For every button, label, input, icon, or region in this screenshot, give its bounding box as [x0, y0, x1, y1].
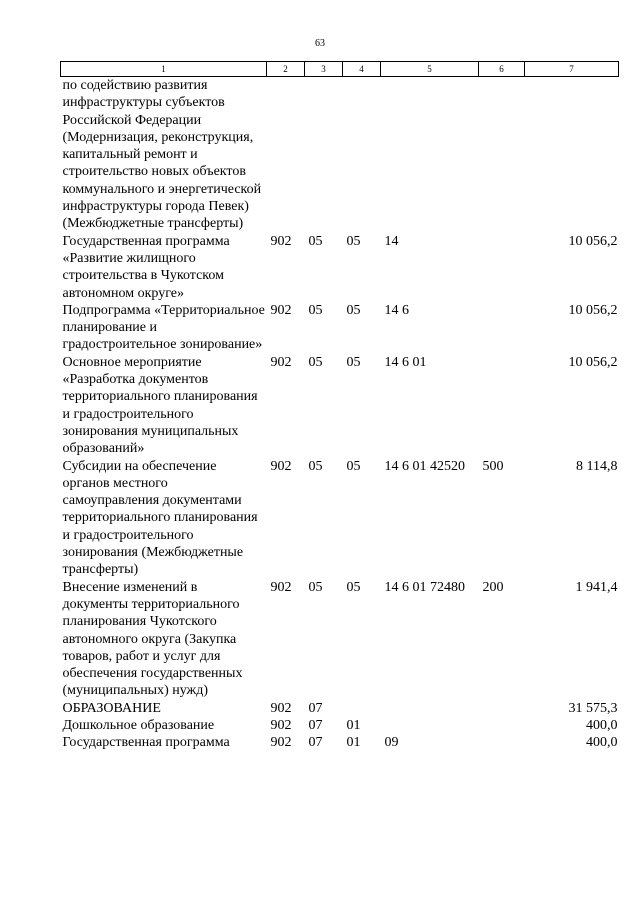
row-code-target: 14 6: [384, 302, 409, 318]
row-code-expense: [479, 354, 525, 458]
row-code-target: 14 6 01: [384, 354, 427, 370]
row-code-target: 14 6 01 72480: [384, 579, 465, 595]
header-col-6: 6: [479, 62, 525, 77]
row-code-section: 05: [308, 233, 323, 249]
row-amount: 10 056,2: [568, 354, 618, 370]
header-col-7: 7: [525, 62, 619, 77]
row-code-ministry: 902: [270, 302, 292, 318]
row-code-ministry: [267, 77, 305, 233]
row-code-subsection: 05: [346, 302, 361, 318]
row-code-subsection: [343, 700, 381, 717]
table-row: [61, 700, 619, 717]
row-code-ministry: 902: [270, 717, 292, 733]
row-name: Государственная программа: [62, 735, 230, 751]
row-name: Основное мероприятие «Разработка документов территориального планирования и градостроительного зонирования муниципальных образований»: [62, 354, 258, 457]
row-code-subsection: 01: [346, 717, 361, 733]
page-number: 63: [315, 38, 325, 49]
row-name: Субсидии на обеспечение органов местного самоуправления документами территориального планирования и градостроительного зонирования (Межбюджетные трансферты): [62, 458, 258, 578]
row-code-expense: [479, 77, 525, 233]
row-code-target: [381, 700, 479, 717]
row-code-ministry: 902: [270, 735, 292, 751]
row-code-expense: [479, 717, 525, 734]
row-code-subsection: [343, 77, 381, 233]
row-amount: 10 056,2: [568, 233, 618, 249]
row-amount: 1 941,4: [575, 579, 618, 595]
row-code-subsection: 05: [346, 354, 361, 370]
row-code-section: 05: [308, 458, 323, 474]
row-name: Дошкольное образование: [62, 717, 215, 733]
row-name: Государственная программа «Развитие жилищного строительства в Чукотском автономном округе»: [62, 233, 230, 301]
row-code-target: 14: [384, 233, 399, 249]
table-header-row: [61, 62, 619, 77]
row-code-subsection: 05: [346, 458, 361, 474]
row-code-expense: [479, 734, 525, 751]
row-code-target: 14 6 01 42520: [384, 458, 465, 474]
row-code-expense: [479, 302, 525, 354]
row-code-expense: 500: [482, 458, 504, 474]
table-row: [61, 717, 619, 734]
header-col-2: 2: [267, 62, 305, 77]
table-row: [61, 734, 619, 751]
table-row: [61, 233, 619, 302]
table-row: [61, 77, 619, 233]
row-code-ministry: 902: [270, 233, 292, 249]
row-name: ОБРАЗОВАНИЕ: [62, 700, 161, 716]
row-code-section: 07: [308, 717, 323, 733]
row-code-expense: [479, 233, 525, 302]
row-code-section: 07: [308, 700, 323, 716]
table-row: [61, 302, 619, 354]
row-code-expense: 200: [482, 579, 504, 595]
row-code-subsection: 01: [346, 735, 361, 751]
header-col-5: 5: [381, 62, 479, 77]
header-col-4: 4: [343, 62, 381, 77]
row-amount: 400,0: [586, 717, 618, 733]
row-amount: 400,0: [586, 735, 618, 751]
row-code-expense: [479, 700, 525, 717]
header-col-1: 1: [61, 62, 267, 77]
row-code-section: 05: [308, 579, 323, 595]
row-code-section: 07: [308, 735, 323, 751]
row-code-ministry: 902: [270, 579, 292, 595]
row-code-section: [305, 77, 343, 233]
row-amount: 8 114,8: [576, 458, 618, 474]
table-row: [61, 354, 619, 458]
row-code-subsection: 05: [346, 233, 361, 249]
row-code-target: 09: [384, 735, 399, 751]
row-code-ministry: 902: [270, 700, 292, 716]
row-code-target: [381, 717, 479, 734]
row-name: Внесение изменений в документы территориального планирования Чукотского автономного округа (Закупка товаров, работ и услуг для обеспечения государственных (муниципальных) нужд): [62, 579, 243, 699]
row-name: Подпрограмма «Территориальное планирование и градостроительное зонирование»: [62, 302, 265, 353]
row-amount: 10 056,2: [568, 302, 618, 318]
row-code-ministry: 902: [270, 458, 292, 474]
row-amount: [525, 77, 619, 233]
row-code-ministry: 902: [270, 354, 292, 370]
table-row: [61, 458, 619, 579]
row-code-subsection: 05: [346, 579, 361, 595]
budget-table: [60, 61, 619, 752]
row-name: по содействию развития инфраструктуры субъектов Российской Федерации (Модернизация, реконструкция, капитальный ремонт и строительство новых объектов коммунального и энергетической инфраструктуры города Певек) (Межбюджетные трансферты): [62, 78, 262, 232]
header-col-3: 3: [305, 62, 343, 77]
row-amount: 31 575,3: [568, 700, 618, 716]
row-code-target: [381, 77, 479, 233]
table-row: [61, 579, 619, 700]
row-code-section: 05: [308, 302, 323, 318]
row-code-section: 05: [308, 354, 323, 370]
